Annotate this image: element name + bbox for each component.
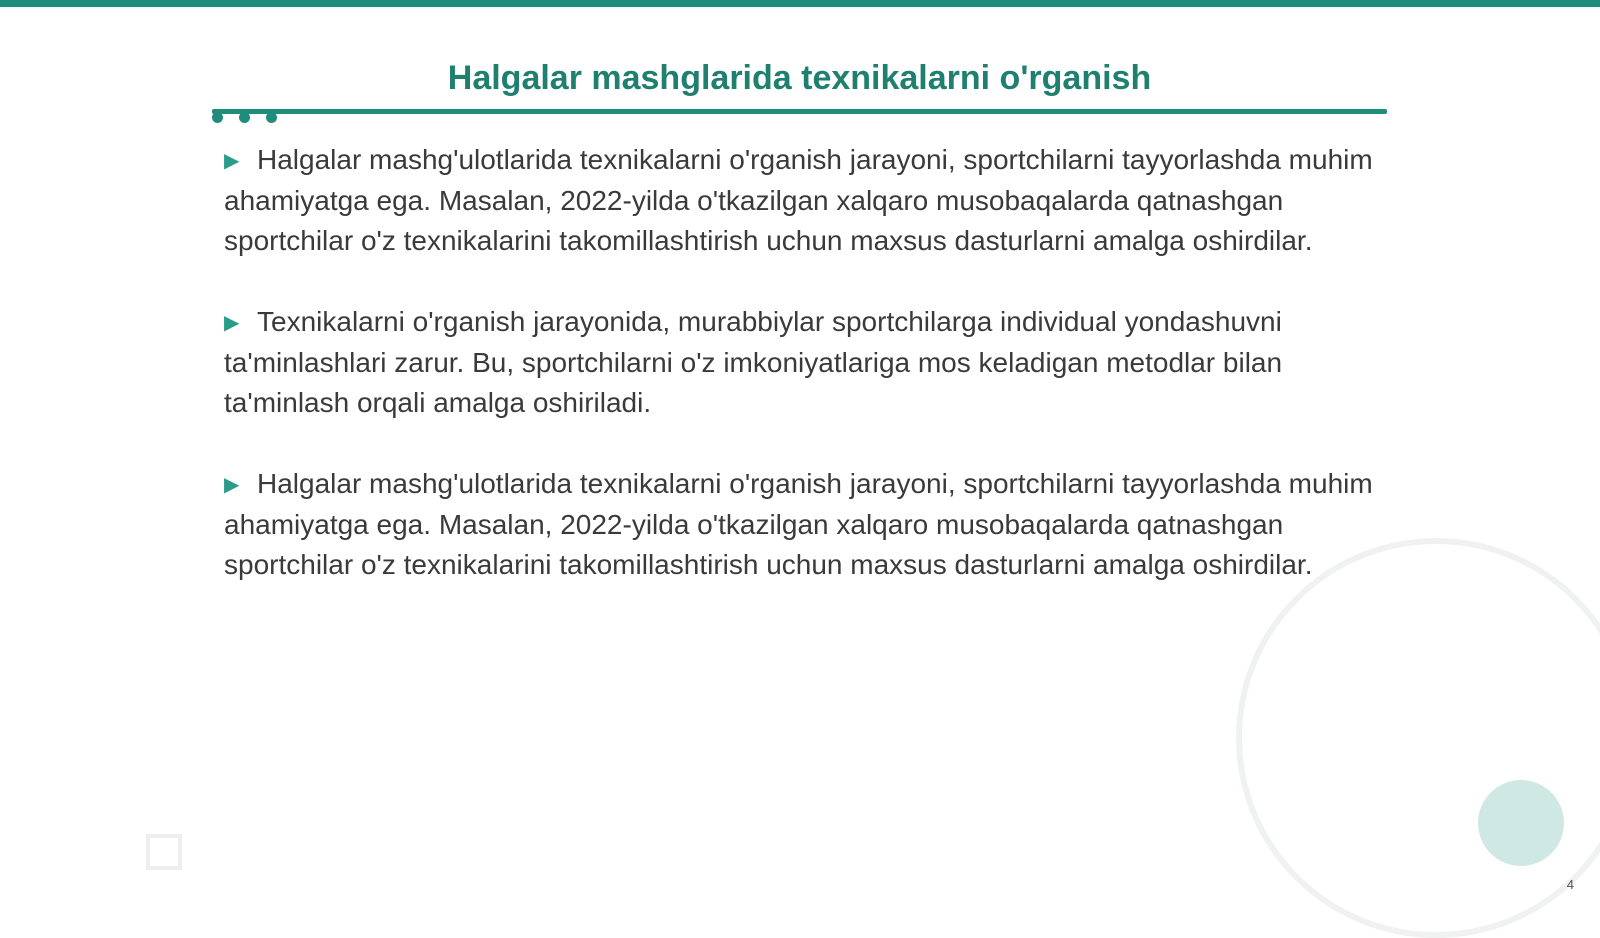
- triangle-right-icon: ▶: [224, 150, 240, 172]
- top-accent-bar: [0, 0, 1600, 7]
- triangle-right-icon: ▶: [224, 474, 240, 496]
- bullet-list: [224, 140, 1374, 626]
- slide-title: Halgalar mashglarida texnikalarni o'rganish: [447, 59, 1152, 97]
- decorative-dot: [212, 112, 223, 123]
- page-number: 4: [1566, 877, 1574, 892]
- bullet-text: Halgalar mashg'ulotlarida texnikalarni o'rganish jarayoni, sportchilarni tayyorlashda muhim ahamiyatga ega. Masalan, 2022-yilda o'tkazilgan xalqaro musobaqalarda qatnashgan sportchilar o'z texnikalarini takomillashtirish uchun maxsus dasturlarni amalga oshirdilar.: [224, 468, 1373, 580]
- bullet-text: Texnikalarni o'rganish jarayonida, murabbiylar sportchilarga individual yondashuvni ta'minlashlari zarur. Bu, sportchilarni o'z imkoniyatlariga mos keladigan metodlar bilan ta'minlash orqali amalga oshiriladi.: [224, 306, 1283, 418]
- triangle-right-icon: ▶: [224, 312, 240, 334]
- bullet-item: [224, 302, 1374, 423]
- decorative-dot: [266, 112, 277, 123]
- bullet-item: [224, 464, 1374, 585]
- decorative-square: [146, 834, 182, 870]
- title-underline: [212, 109, 1387, 114]
- bullet-text: Halgalar mashg'ulotlarida texnikalarni o'rganish jarayoni, sportchilarni tayyorlashda muhim ahamiyatga ega. Masalan, 2022-yilda o'tkazilgan xalqaro musobaqalarda qatnashgan sportchilar o'z texnikalarini takomillashtirish uchun maxsus dasturlarni amalga oshirdilar.: [224, 144, 1373, 256]
- bullet-item: [224, 140, 1374, 261]
- decorative-dot: [239, 112, 250, 123]
- decorative-circle-filled: [1478, 780, 1564, 866]
